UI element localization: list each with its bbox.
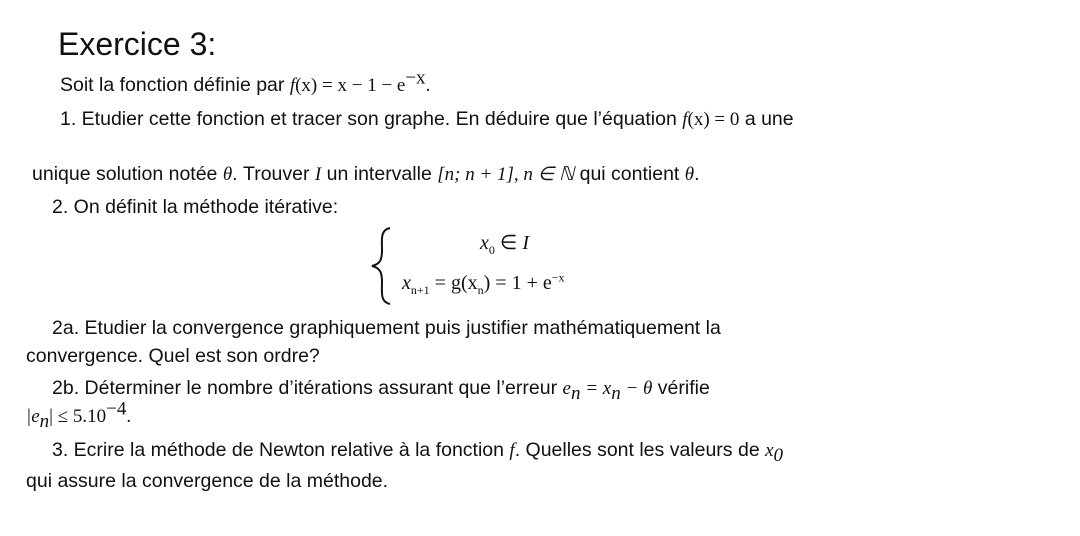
q1-eq-f: f: [682, 109, 688, 130]
xn1-sub: n+1: [410, 283, 430, 297]
intro-formula: (x) = x − 1 − e: [295, 75, 406, 96]
in-symbol: ∈: [494, 232, 523, 254]
iterative-system: [368, 226, 668, 306]
q2a-line1: 2a. Etudier la convergence graphiquement puis justifier mathématiquement la: [52, 317, 721, 339]
q1-line2-d: qui contient: [579, 163, 680, 185]
x0-symbol: x: [480, 232, 489, 254]
error-end: − θ: [620, 378, 653, 399]
system-row-2: [402, 272, 565, 295]
bound-sub: n: [39, 410, 50, 432]
q1-line2-c: un intervalle: [326, 163, 432, 185]
q2a-line2: convergence. Quel est son ordre?: [26, 345, 320, 367]
bound-b: | ≤ 5.10: [49, 406, 107, 427]
bound-a: |e: [26, 406, 40, 427]
q2b-verifie: vérifie: [657, 377, 710, 399]
q2-line: 2. On définit la méthode itérative:: [52, 196, 339, 218]
left-brace-icon: [368, 226, 396, 306]
g-exp: −x: [551, 270, 565, 285]
q2b-text: 2b. Déterminer le nombre d’itérations assurant que l’erreur: [52, 377, 558, 399]
theta-symbol-2: θ: [684, 164, 695, 185]
xn1-symbol: x: [402, 272, 411, 294]
exercise-title: Exercice 3:: [58, 26, 217, 62]
q1-line2-e: .: [694, 163, 700, 185]
interval-I: I: [314, 164, 322, 185]
q2b-line1: [52, 376, 710, 404]
q1-line1: [60, 107, 794, 132]
q3-x0-sub: 0: [773, 444, 784, 466]
q2b-line2: [26, 398, 132, 432]
interval-expression: [n; n + 1], n ∈ ℕ: [437, 164, 575, 185]
error-sub2: n: [611, 382, 621, 404]
g-definition: ) = 1 + e: [483, 272, 552, 294]
error-mid: = x: [580, 378, 612, 399]
system-I: I: [522, 232, 529, 254]
q3-text-b: . Quelles sont les valeurs de: [514, 439, 760, 461]
intro-end: .: [425, 75, 431, 96]
q3-line1: [52, 438, 784, 466]
q3-text: 3. Ecrire la méthode de Newton relative à la fonction: [52, 439, 504, 461]
q1-line2-a: unique solution notée: [32, 163, 218, 185]
q3-line2: qui assure la convergence de la méthode.: [26, 470, 389, 492]
bound-end: .: [126, 406, 132, 427]
q1-eq: (x) = 0: [687, 109, 740, 130]
system-row-1: [480, 230, 529, 255]
error-sub: n: [570, 382, 581, 404]
bound-exp: −4: [106, 398, 127, 420]
intro-exp: −x: [405, 67, 426, 89]
q1-text-end: a une: [744, 108, 794, 130]
q1-line2-b: . Trouver: [232, 163, 310, 185]
xn-sub: n: [477, 283, 484, 297]
intro-f: f: [289, 75, 296, 96]
error-e: e: [562, 378, 571, 399]
x0-sub: 0: [488, 243, 495, 257]
intro-text: Soit la fonction définie par: [60, 74, 285, 96]
q3-f: f: [509, 440, 515, 461]
q1-line2: [32, 162, 700, 187]
g-expression: = g(x: [429, 272, 478, 294]
q3-x0: x: [765, 440, 774, 461]
q1-text: 1. Etudier cette fonction et tracer son graphe. En déduire que l’équation: [60, 108, 677, 130]
intro-line: [60, 67, 431, 98]
theta-symbol: θ: [222, 164, 233, 185]
